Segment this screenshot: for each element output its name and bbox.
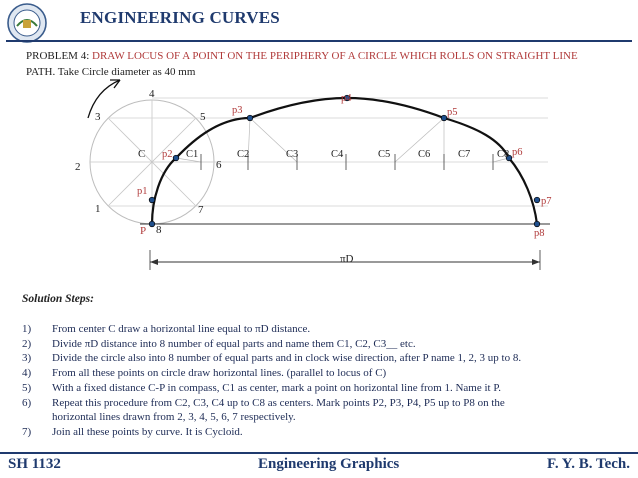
step-text: Divide the circle also into 8 number of equal parts and in clock wise direction, after P name 1, 2, 3 up to 8. [52,352,522,365]
step-text: From all these points on circle draw horizontal lines. (parallel to locus of C) [52,367,387,380]
footer-class: F. Y. B. Tech. [547,456,630,472]
step-number: 3) [22,352,32,365]
step-item [22,396,622,411]
step-item [22,381,622,396]
circle-number-4: 4 [149,88,155,100]
solution-steps-title: Solution Steps: [22,293,94,305]
step-number: 4) [22,367,32,380]
step-number: 7) [22,425,32,438]
curve-point-p8 [534,221,540,227]
center-c5: C5 [378,149,391,160]
step-text: horizontal lines drawn from 2, 3, 4, 5, 6, 7 respectively. [52,411,296,424]
curve-point-p1 [149,197,155,203]
curve-point-p5 [441,115,447,121]
curve-point-p3 [247,115,253,121]
problem-text-line2: PATH. Take Circle diameter as 40 mm [26,66,196,78]
start-label-p: P [140,225,147,237]
step-text: Divide πD distance into 8 number of equal parts and name them C1, C2, C3__ etc. [52,337,416,350]
center-c7: C7 [458,149,471,160]
step-item [22,366,622,381]
step-text: From center C draw a horizontal line equal to πD distance. [52,323,311,335]
circle-number-8: 8 [156,224,162,236]
center-c2: C2 [237,149,250,160]
footer-divider [0,452,638,454]
label-p6: p6 [512,147,523,158]
center-label-c: C [138,148,146,160]
step-text: Join all these points by curve. It is Cycloid. [52,425,243,438]
label-p2: p2 [162,149,173,160]
label-p7: p7 [541,196,552,207]
circle-number-6: 6 [216,159,222,171]
step-text: With a fixed distance C-P in compass, C1 as center, mark a point on horizontal line from 1. Name it P. [52,381,501,394]
step-item [22,322,622,337]
center-c8: C8 [497,149,510,160]
curve-point-p7 [534,197,540,203]
center-c3: C3 [286,149,299,160]
step-item [22,351,622,366]
start-point-p [149,221,155,227]
problem-text: DRAW LOCUS OF A POINT ON THE PERIPHERY OF A CIRCLE WHICH ROLLS ON STRAIGHT LINE [92,50,578,62]
circle-number-2: 2 [75,161,81,173]
step-number [22,410,52,425]
header-title: ENGINEERING CURVES [80,8,280,27]
circle-number-7: 7 [198,204,204,216]
circle-number-5: 5 [200,111,206,123]
solution-steps-list [22,322,622,440]
step-number: 5) [22,381,32,394]
center-c4: C4 [331,149,344,160]
step-number: 1) [22,323,32,335]
step-item [22,425,622,440]
label-p5: p5 [447,107,458,118]
label-p1: p1 [137,186,148,197]
curve-point-p2 [173,155,179,161]
curve-points [149,95,540,227]
step-text: Repeat this procedure from C2, C3, C4 up to C8 as centers. Mark points P2, P3, P4, P5 up to P8 on the [52,396,505,409]
label-p3: p3 [232,105,243,116]
distance-arrow-left [150,259,158,265]
step-number: 6) [22,396,32,409]
problem-number: PROBLEM 4: [26,50,90,62]
center-c6: C6 [418,149,431,160]
label-p8: p8 [534,228,545,239]
step-item [22,337,622,352]
step-number: 2) [22,337,32,350]
cycloid-curve [152,98,537,224]
circle-number-3: 3 [95,111,101,123]
step-item [22,410,622,425]
circle-number-1: 1 [95,203,101,215]
label-p4: p4 [341,93,352,104]
distance-arrow-right [532,259,540,265]
center-c1: C1 [186,149,199,160]
footer [0,456,638,476]
distance-label: πD [340,253,354,265]
footer-subject: Engineering Graphics [258,456,400,472]
footer-course-code: SH 1132 [8,456,61,472]
construction-lines [88,80,550,270]
